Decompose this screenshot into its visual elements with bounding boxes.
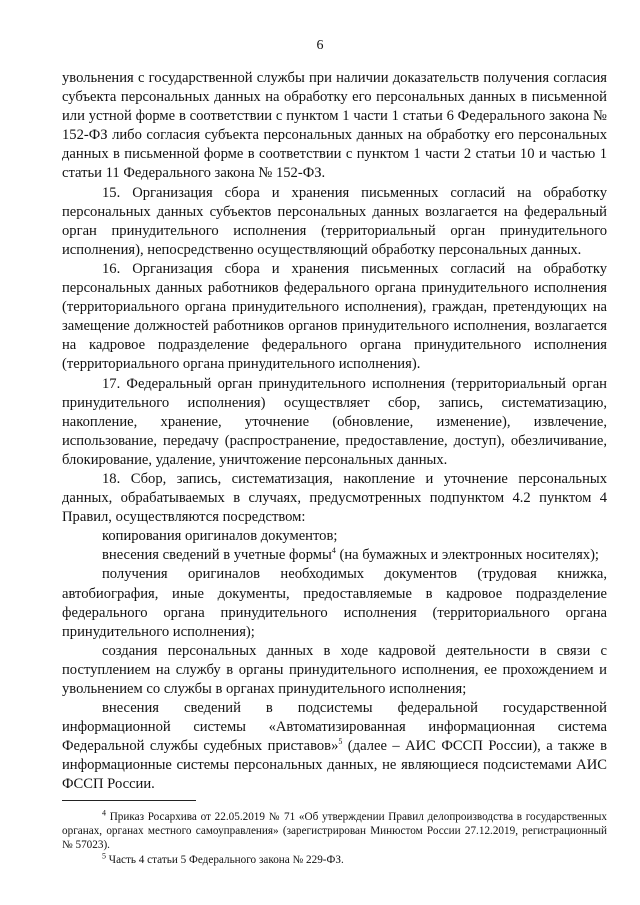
footnote-divider xyxy=(62,800,196,801)
list-item-copying: копирования оригиналов документов; xyxy=(102,528,338,545)
footnote-number-4: 4 xyxy=(102,808,106,818)
footnote-ref-5: 5 xyxy=(338,737,343,747)
list-item-ais-text: внесения сведений в подсистемы федеральной государственной информационной системы «Автоматизированная информационная система Федеральной службы судебных приставов» xyxy=(62,700,607,755)
list-item-ais xyxy=(62,699,607,794)
paragraph-18: 18. Сбор, запись, систематизация, накопление и уточнение персональных данных, обрабатываемых в случаях, предусмотренных подпунктом 4.2 пунктом 4 Правил, осуществляются посредством: xyxy=(62,470,607,526)
paragraph-15: 15. Организация сбора и хранения письменных согласий на обработку персональных данных субъектов персональных данных возлагается на федеральный орган принудительного исполнения (территориальный орган принудительного исполнения), непосредственно осуществляющий обработку персональных данных. xyxy=(62,184,607,258)
list-item-forms-text-after: (на бумажных и электронных носителях); xyxy=(335,547,599,564)
footnote-ref-4: 4 xyxy=(331,546,336,556)
footnote-4-text: Приказ Росархива от 22.05.2019 № 71 «Об утверждении Правил делопроизводства в государственных органах, органах местного самоуправления» (зарегистрирован Минюстом России 27.12.2019, регистрационный № 57023). xyxy=(62,811,607,852)
footnote-5 xyxy=(62,850,607,867)
list-item-forms xyxy=(62,546,607,565)
footnote-4 xyxy=(62,810,607,853)
footnotes xyxy=(62,810,607,867)
footnote-5-text: Часть 4 статьи 5 Федерального закона № 229-ФЗ. xyxy=(106,853,344,866)
paragraph-16: 16. Организация сбора и хранения письменных согласий на обработку персональных данных работников федерального органа принудительного исполнения (территориального органа принудительного исполнения), граждан, претендующих на замещение должностей работников органов принудительного исполнения, возлагается на кадровое подразделение федерального органа принудительного исполнения (территориального органа принудительного исполнения). xyxy=(62,260,607,373)
list-item-ais-text-after: (далее – АИС ФССП России), а также в информационные системы персональных данных, не являющиеся подсистемами АИС ФССП России. xyxy=(62,738,607,793)
list-item-originals: получения оригиналов необходимых документов (трудовая книжка, автобиография, иные документы, предоставляемые в кадровое подразделение федерального органа принудительного исполнения (территориального органа принудительного исполнения); xyxy=(62,566,607,640)
paragraph-continuation: увольнения с государственной службы при наличии доказательств получения согласия субъекта персональных данных на обработку его персональных данных в письменной или устной форме в соответствии с пунктом 1 части 1 статьи 6 Федерального закона № 152-ФЗ либо согласия субъекта персональных данных на обработку его персональных данных в письменной форме в соответствии с пунктом 1 части 2 статьи 10 и частью 1 статьи 11 Федерального закона № 152-ФЗ. xyxy=(62,70,607,182)
paragraph-17: 17. Федеральный орган принудительного исполнения (территориальный орган принудительного исполнения) осуществляет сбор, запись, систематизацию, накопление, хранение, уточнение (обновление, изменение), извлечение, использование, передачу (распространение, предоставление, доступ), обезличивание, блокирование, удаление, уничтожение персональных данных. xyxy=(62,375,607,468)
document-body xyxy=(62,69,607,795)
page-number: 6 xyxy=(316,38,324,53)
list-item-creation: создания персональных данных в ходе кадровой деятельности в связи с поступлением на службу в органы принудительного исполнения, ее прохождением и увольнением со службы в органах принудительного исполнения; xyxy=(62,642,607,697)
list-item-forms-text: внесения сведений в учетные формы xyxy=(102,547,332,564)
footnote-number-5: 5 xyxy=(102,850,106,860)
